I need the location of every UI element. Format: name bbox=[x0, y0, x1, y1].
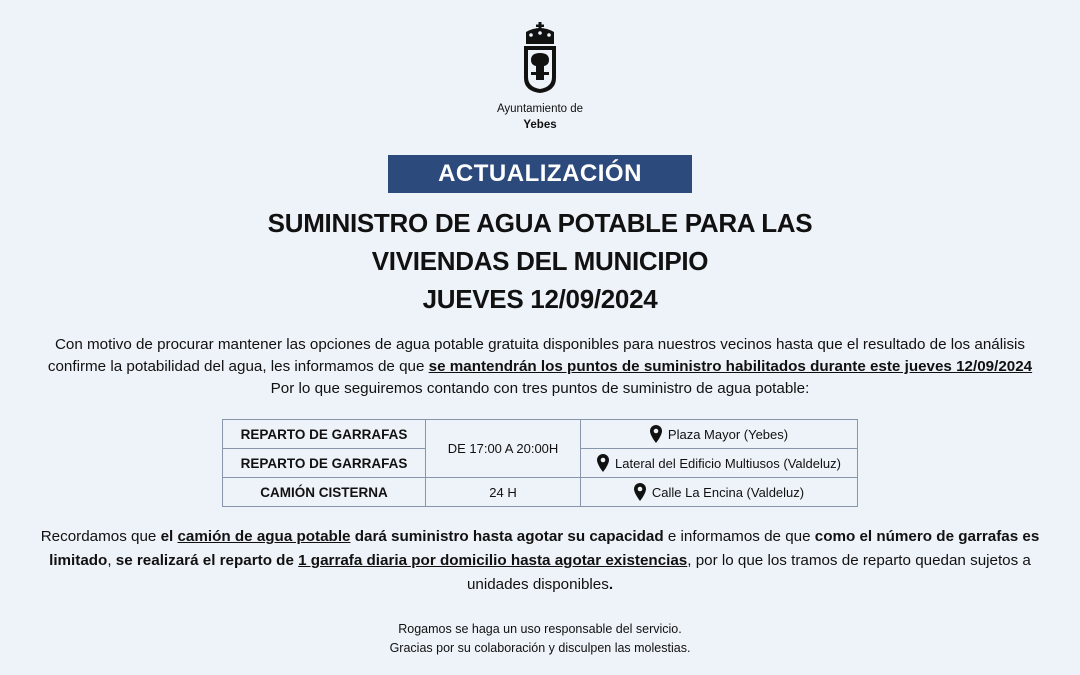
supply-type: REPARTO DE GARRAFAS bbox=[223, 420, 426, 449]
location-text: Plaza Mayor (Yebes) bbox=[667, 427, 789, 442]
notice-bold: limitado bbox=[49, 552, 108, 569]
title-line-2: VIVIENDAS DEL MUNICIPIO bbox=[371, 246, 709, 276]
map-pin-icon bbox=[650, 425, 662, 443]
notice-bold: . bbox=[608, 576, 614, 593]
supply-hours: DE 17:00 A 20:00H bbox=[426, 420, 581, 478]
intro-line-3: Por lo que seguiremos contando con tres puntos de suministro de agua potable: bbox=[270, 380, 810, 397]
supply-type: REPARTO DE GARRAFAS bbox=[223, 449, 426, 478]
notice-bold: se realizará el reparto de bbox=[115, 552, 299, 569]
notice-bold: como el número de garrafas es bbox=[814, 528, 1040, 545]
intro-highlight: se mantendrán los puntos de suministro habilitados durante este jueves 12/09/2024 bbox=[428, 358, 1033, 375]
yebes-coat-of-arms-icon bbox=[520, 22, 560, 94]
closing-line-1: Rogamos se haga un uso responsable del servicio. bbox=[398, 622, 682, 636]
supply-hours: 24 H bbox=[426, 478, 581, 507]
title-line-3: JUEVES 12/09/2024 bbox=[422, 284, 658, 314]
intro-line-1: Con motivo de procurar mantener las opciones de agua potable gratuita disponibles para nuestros vecinos hasta que el resultado de los análisis bbox=[54, 336, 1026, 353]
notice-bold: el bbox=[160, 528, 178, 545]
supply-type: CAMIÓN CISTERNA bbox=[223, 478, 426, 507]
table-row bbox=[223, 420, 858, 449]
notice-line-2 bbox=[0, 549, 1080, 573]
notice-text: , bbox=[107, 552, 116, 569]
org-line-2: Yebes bbox=[523, 119, 557, 131]
notice-paragraph bbox=[0, 525, 1080, 597]
supply-location bbox=[581, 420, 858, 449]
closing-text bbox=[290, 620, 790, 658]
notice-bold: dará suministro hasta agotar su capacidad bbox=[350, 528, 664, 545]
map-pin-icon bbox=[597, 454, 609, 472]
notice-text: , por lo que los tramos de reparto quedan sujetos a bbox=[687, 552, 1031, 569]
org-line-1: Ayuntamiento de bbox=[496, 103, 584, 115]
page-title bbox=[140, 204, 940, 318]
notice-text: Recordamos que bbox=[40, 528, 161, 545]
supply-location bbox=[581, 449, 858, 478]
notice-underline: camión de agua potable bbox=[177, 528, 351, 545]
title-line-1: SUMINISTRO DE AGUA POTABLE PARA LAS bbox=[267, 208, 813, 238]
organization-name bbox=[440, 101, 640, 133]
location-text: Calle La Encina (Valdeluz) bbox=[651, 485, 805, 500]
intro-line-2 bbox=[0, 356, 1080, 378]
notice-line-3 bbox=[0, 573, 1080, 597]
update-badge: ACTUALIZACIÓN bbox=[388, 155, 692, 193]
intro-paragraph bbox=[0, 334, 1080, 400]
notice-line-1 bbox=[0, 525, 1080, 549]
location-text: Lateral del Edificio Multiusos (Valdeluz) bbox=[615, 456, 841, 471]
closing-line-2: Gracias por su colaboración y disculpen las molestias. bbox=[389, 641, 691, 655]
table-row bbox=[223, 478, 858, 507]
intro-text: confirme la potabilidad del agua, les informamos de que bbox=[47, 358, 429, 375]
notice-underline: 1 garrafa diaria por domicilio hasta agotar existencias bbox=[298, 552, 688, 569]
supply-points-table bbox=[222, 419, 858, 507]
supply-location bbox=[581, 478, 858, 507]
notice-text: e informamos de que bbox=[663, 528, 815, 545]
map-pin-icon bbox=[634, 483, 646, 501]
notice-text: unidades disponibles bbox=[466, 576, 609, 593]
